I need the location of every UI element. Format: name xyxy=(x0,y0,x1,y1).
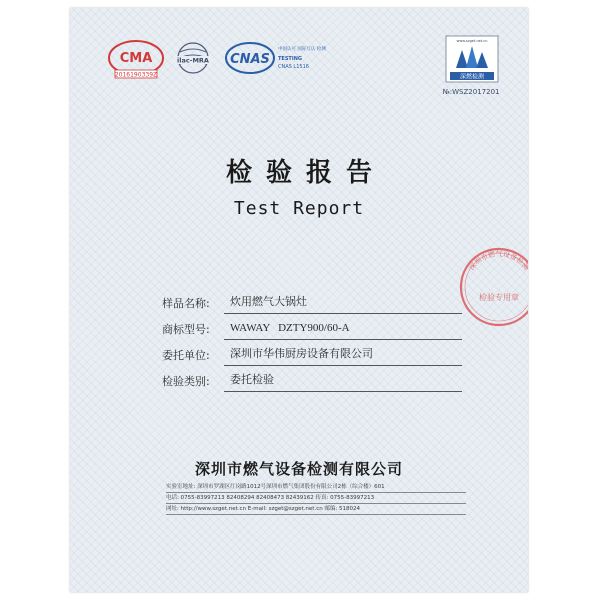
field-client xyxy=(162,340,462,366)
stamp-text-top: 深圳市燃气设备检测 xyxy=(467,250,531,272)
cma-logo-icon xyxy=(106,38,166,82)
field-label: 商标型号: xyxy=(162,323,210,336)
right-logo-url: www.szget.net.cn xyxy=(456,39,488,43)
inspection-stamp-icon xyxy=(454,242,531,332)
field-value: 委托检验 xyxy=(224,372,462,392)
stamp-text-bottom: 检验专用章 xyxy=(479,293,519,302)
field-label: 检验类别: xyxy=(162,375,210,388)
field-value: 炊用燃气大锅灶 xyxy=(224,294,462,314)
company-name: 深圳市燃气设备检测有限公司 xyxy=(194,460,403,478)
footer-address: 实验室地址: 深圳市罗湖区红岗路1012号深圳市燃气集团股份有限公司2栋（综合楼）601 xyxy=(166,482,466,493)
field-value: WAWAY DZTY900/60-A xyxy=(224,320,462,340)
cnas-number: CNAS L1516 xyxy=(278,64,309,70)
field-label: 委托单位: xyxy=(162,349,210,362)
field-sample-name xyxy=(162,288,462,314)
report-title-en: Test Report xyxy=(233,198,365,219)
cnas-cn-text: 中国认可 国际互认 检测 xyxy=(278,47,326,52)
cma-number: 2016190339Z xyxy=(114,71,158,79)
field-value: 深圳市华伟厨房设备有限公司 xyxy=(224,346,462,366)
field-label: 样品名称: xyxy=(162,297,210,310)
svg-text:深圳市燃气设备检测 xyxy=(467,249,531,272)
footer-contact xyxy=(166,482,466,515)
footer-phone: 电话: 0755-83997213 82408294 82408473 82439162 传真: 0755-83997213 xyxy=(166,493,466,504)
cnas-en-text: TESTING xyxy=(278,56,302,62)
sample-info-fields xyxy=(162,288,462,392)
field-test-type xyxy=(162,366,462,392)
right-logo-text: 深燃检测 xyxy=(459,73,485,81)
report-title-cn: 检验报告 xyxy=(225,158,386,188)
cnas-mark: CNAS xyxy=(230,52,270,67)
szget-logo-icon xyxy=(444,34,500,84)
field-model xyxy=(162,314,462,340)
ilac-mra-logo-icon xyxy=(170,38,216,82)
serial-number: №:WSZ2017201 xyxy=(442,88,500,96)
cma-mark: CMA xyxy=(119,51,153,66)
ilac-mark: ilac-MRA xyxy=(177,56,209,65)
cnas-logo-icon xyxy=(220,38,330,82)
footer-web: 网址: http://www.szget.net.cn E-mail: szget@szget.net.cn 邮编: 518024 xyxy=(166,504,466,515)
report-cover xyxy=(70,8,531,592)
